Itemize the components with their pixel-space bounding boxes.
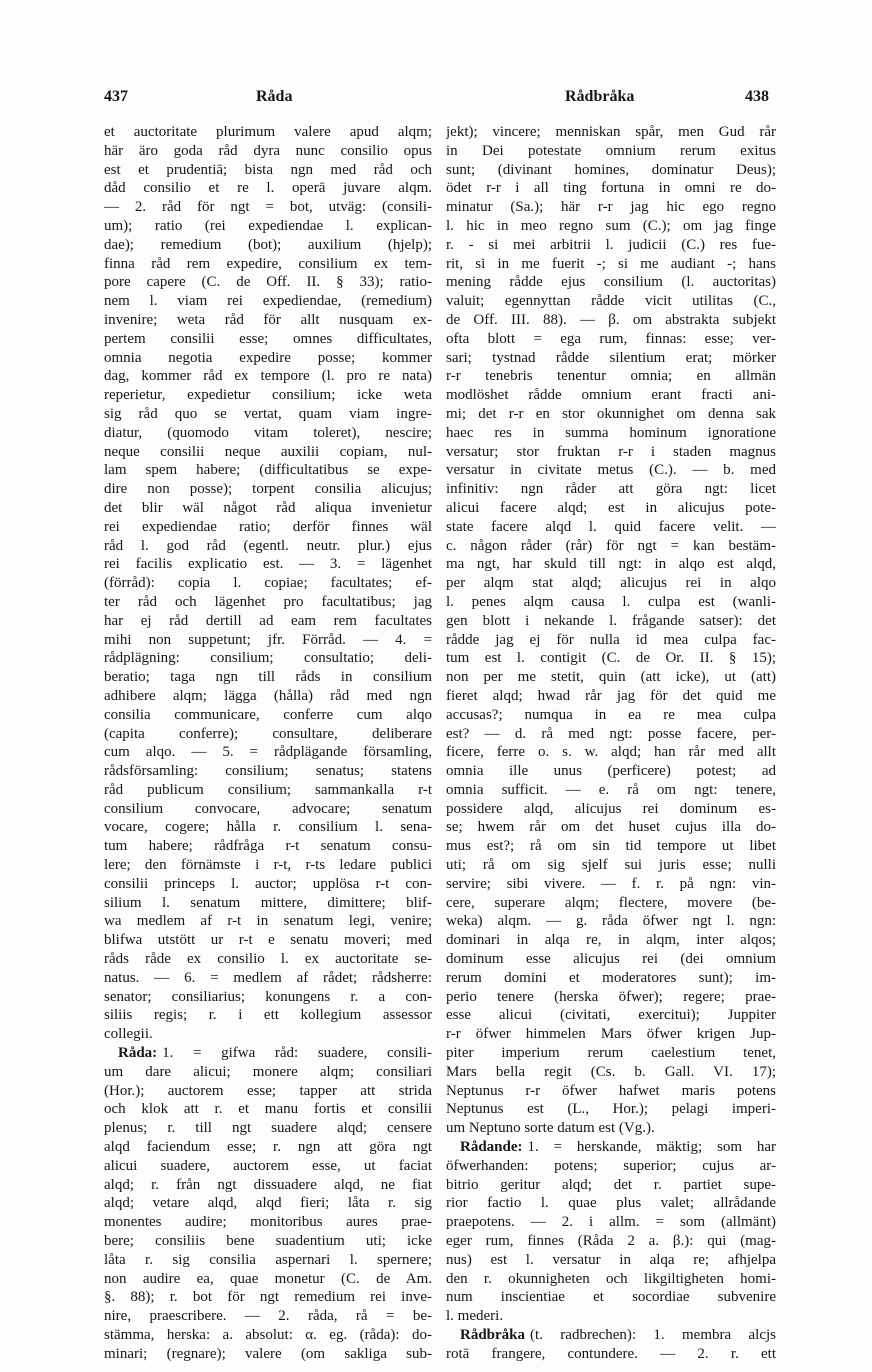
text-line: nem l. viam rei expediendae, (remedium) [104, 293, 432, 310]
text-line: Neptunus r-r öfwer hafwet maris potens [446, 1082, 776, 1099]
text-line: dag, kommer råd ex tempore (l. pro re nata) [104, 368, 432, 385]
text-line: rådde jag ej för nulla id mea culpa fac- [446, 631, 776, 648]
text-line: här äro goda råd dyra nunc consilio opus [104, 142, 432, 159]
text-line: råds råde ex consilio l. ex auctoritate se- [104, 951, 432, 968]
text-line: consilia communicare, conferre cum alqo [104, 706, 432, 723]
text-line: ma ngt, har skuld till ngt: in alqo est alqd, [446, 556, 776, 573]
text-line: omnia sufficit. — e. rå om ngt: tenere, [446, 781, 776, 798]
text-line: um Neptuno sorte datum est (Vg.). [446, 1120, 655, 1137]
text-line: stämma, herska: a. absolut: α. eg. (råda): do- [104, 1327, 432, 1343]
entry-text: 1. = gifwa råd: suadere, consili- [162, 1045, 432, 1062]
text-line: bitrio geritur alqd; det r. partiet supe- [446, 1176, 776, 1193]
text-line: beratio; taga ngn till råds in consilium [104, 669, 432, 686]
text-line: consilium convocare, advocare; senatum [104, 800, 432, 817]
text-line: minatur (Sa.); här r-r jag hic ego regno [446, 199, 776, 216]
text-line: l. hic in meo regno sum (C.); om jag finge [446, 217, 776, 234]
headword: Rådbråka [460, 1327, 526, 1343]
text-line: modlöshet rådde omnium erant fracti ani- [446, 387, 776, 404]
text-line: r. - si mei arbitrii l. judicii (C.) res fue- [446, 236, 776, 253]
text-line: mihi non suppetunt; jfr. Förråd. — 4. = [104, 631, 432, 648]
text-line: siliis regis; r. i ett kollegium assessor [104, 1007, 432, 1024]
text-line: blifwa utstött ur r-t e senatu moveri; med [104, 932, 432, 949]
headword: Råda: [118, 1045, 158, 1062]
text-line: um); ratio (rei expediendae l. explican- [104, 217, 432, 234]
text-line: alqd; r. från ngt dissuadere alqd, ne fiat [104, 1176, 432, 1193]
text-line: haec res in summa hominum ignoratione [446, 424, 776, 441]
text-line: dominari in alqa re, in alqm, inter alqos; [446, 932, 776, 949]
text-line: rit, si in me fuerit -; si me audiant -; hans [446, 255, 776, 272]
text-line: r-r tenebris tenentur omnia; en allmän [446, 368, 776, 385]
text-line: piter imperium rerum caelestium tenet, [446, 1045, 776, 1062]
text-line: sig råd quo se vertat, quam viam ingre- [104, 405, 432, 422]
text-line: state facere alqd l. quid facere velit. — [446, 518, 776, 535]
text-line: dominum esse alicujus rei (dei omnium [446, 951, 776, 968]
text-line: har ej råd dertill ad eam rem facultates [104, 612, 432, 629]
text-line: (capita conferre); consultare, deliberare [104, 725, 432, 742]
text-line: non audire ea, quae monetur (C. de Am. [104, 1270, 432, 1287]
text-line: possidere alqd, alicujus rei dominum es- [446, 800, 776, 817]
text-line: non per me stetit, quin (att icke), ut (att) [446, 669, 776, 686]
text-line: diatur, (quomodo vitam toleret), nescire; [104, 424, 432, 441]
text-line: öfwerhanden: potens; superior; cujus ar- [446, 1157, 776, 1174]
text-line: se; hwem rår om det huset cujus illa do- [446, 819, 776, 836]
text-line: et auctoritate plurimum valere apud alqm; [104, 124, 432, 140]
text-line: pertem consilii esse; omnes difficultates, [104, 330, 432, 347]
text-line: rior factio l. quae plus valet; allrådande [446, 1195, 776, 1212]
text-line: per alqm stat alqd; alicujus rei in alqo [446, 575, 776, 592]
text-line: mi; det r-r en stor okunnighet om denna sak [446, 405, 776, 422]
text-line: nus) est l. versatur in alqa re; afhjelpa [446, 1251, 776, 1268]
text-line: låta r. sig consilia aspernari l. spernere; [104, 1251, 432, 1268]
guide-word-left: Råda [256, 88, 293, 105]
text-line: Neptunus est (L., Hor.); pelagi imperi- [446, 1101, 776, 1118]
text-line: rådplägning: consilium; consultatio; deli- [104, 650, 432, 667]
text-line: versatur in civitate metus (C.). — b. med [446, 462, 776, 479]
text-line: tum est l. contigit (C. de Or. II. § 15); [446, 650, 776, 667]
text-line: mening rådde ejus consilium (l. auctoritas) [446, 274, 776, 291]
text-line: fieret alqd; hwad rår jag för det quid me [446, 687, 776, 704]
text-line: dåd consilio et re l. operā juvare alqm. [104, 180, 432, 197]
text-line: esse alicui (civitati, exercitui); Juppiter [446, 1007, 776, 1024]
text-line: accusas?; numqua in ea re mea culpa [446, 706, 776, 723]
text-line: finna råd rem expedire, consilium ex tem- [104, 255, 432, 272]
text-line: senator; consiliarius; konungens r. a con- [104, 988, 432, 1005]
text-line: rotā frangere, contundere. — 2. r. ett [446, 1345, 776, 1362]
text-line: gen blott i nekande l. frågande satser): det [446, 612, 776, 629]
text-line: consilii princeps l. auctor; upplösa r-t con- [104, 875, 432, 892]
entry-text: (t. radbrechen): 1. membra alcjs [530, 1327, 776, 1343]
text-line: sari; tystnad rådde silentium erat; mörker [446, 349, 776, 366]
text-line: neque consilii neque auxilii copiam, nul- [104, 443, 432, 460]
text-line: monentes audire; monitoribus aures prae- [104, 1214, 432, 1231]
text-line: ödet r-r i all ting fortuna in omni re do- [446, 180, 776, 197]
text-line: perio tenere (herska öfwer); regere; prae- [446, 988, 776, 1005]
text-line: collegii. [104, 1026, 153, 1043]
text-line: plenus; r. till ngt suadere alqd; censere [104, 1120, 432, 1137]
text-line: minari; (regnare); valere (om sakliga sub- [104, 1345, 432, 1362]
text-line: och klok att r. et manu fortis et consilii [104, 1101, 432, 1118]
page-number-left: 437 [104, 88, 128, 105]
text-line: nire, praescribere. — 2. råda, rå = be- [104, 1308, 432, 1325]
left-column [104, 123, 432, 1368]
text-line: eger rum, finnes (Råda 2 a. β.): qui (mag- [446, 1233, 776, 1250]
text-line: ficere, ferre o. s. w. alqd; han rår med allt [446, 744, 776, 761]
text-line: adhibere alqm; lägga (hålla) råd med ngn [104, 687, 432, 704]
text-line: lam spem habere; (difficultatibus se expe- [104, 462, 432, 479]
text-line: Mars bella regit (Cs. b. Gall. VI. 17); [446, 1063, 776, 1080]
text-line: praepotens. — 2. i allm. = som (allmänt) [446, 1214, 776, 1231]
text-line: rådsförsamling: consilium; senatus; statens [104, 763, 432, 780]
text-line: l. penes alqm causa l. culpa est (wanli- [446, 593, 776, 610]
text-line: lere; den förnämste i r-t, r-ts ledare publici [104, 857, 432, 874]
text-line [446, 1326, 776, 1345]
text-line: alicui suadere, auctorem esse, ut faciat [104, 1157, 432, 1174]
text-line: alicui facere alqd; est in alicujus pote- [446, 499, 776, 516]
text-line: servire; sibi vivere. — f. r. på ngn: vin- [446, 875, 776, 892]
text-line: det blir wäl något råd aliqua invenietur [104, 499, 432, 516]
text-line: um dare alicui; monere alqm; consiliari [104, 1063, 432, 1080]
text-line: est? — d. rå med ngt: posse facere, per- [446, 725, 776, 742]
text-line: reperietur, expedietur consilium; icke weta [104, 387, 432, 404]
text-line: råd l. god råd (egentl. neutr. plur.) ejus [104, 537, 432, 554]
text-line [446, 1138, 776, 1157]
text-line: (Hor.); auctorem esse; tapper att strida [104, 1082, 432, 1099]
page-number-right: 438 [745, 88, 769, 105]
text-line: est et prudentiā; bista ngn med råd och [104, 161, 432, 178]
text-line: råd publicum consilium; sammankalla r-t [104, 781, 432, 798]
text-line: bere; consiliis bene suadentium uti; icke [104, 1233, 432, 1250]
text-line: pore capere (C. de Off. II. § 33); ratio- [104, 274, 432, 291]
text-line: uti; rå om sig sjelf sui juris esse; nulli [446, 857, 776, 874]
text-line: cere, superare alqm; flectere, movere (be- [446, 894, 776, 911]
text-line: — 2. råd för ngt = bot, utväg: (consili- [104, 199, 432, 216]
text-line: wa medlem af r-t in senatum legi, venire; [104, 913, 432, 930]
text-line: valuit; egennyttan rådde vicit utilitas (C., [446, 293, 776, 310]
text-line: silium l. senatum mittere, dimittere; blif- [104, 894, 432, 911]
text-line: vocare, cogere; hålla r. consilium l. sena- [104, 819, 432, 836]
text-line: dire non posse); torpent consilia alicujus; [104, 481, 432, 498]
text-line: dae); remedium (bot); auxilium (hjelp); [104, 236, 432, 253]
text-line: alqd; vetare alqd, alqd fieri; låta r. sig [104, 1195, 432, 1212]
text-line: rerum domini et moderatores sunt); im- [446, 969, 776, 986]
text-line: num inscientiae et socordiae subvenire [446, 1289, 776, 1306]
text-line: natus. — 6. = medlem af rådet; rådsherre: [104, 969, 432, 986]
guide-word-right: Rådbråka [565, 88, 635, 105]
text-line: den r. okunnigheten och likgiltigheten homi- [446, 1270, 776, 1287]
text-line: jekt); vincere; menniskan spår, men Gud rår [446, 124, 776, 140]
text-line: ter råd och lägenhet pro facultatibus; jag [104, 593, 432, 610]
entry-text: 1. = herskande, mäktig; som har [527, 1139, 776, 1156]
text-line: in Dei potestate omnium rerum exitus [446, 142, 776, 159]
text-line: r-r öfwer himmelen Mars öfwer krigen Jup- [446, 1026, 776, 1043]
text-line: alqd faciendum esse; r. ngn att göra ngt [104, 1139, 432, 1156]
text-line: tum habere; rådfråga r-t senatum consu- [104, 838, 432, 855]
text-line: invenire; weta råd för allt nusquam ex- [104, 311, 432, 328]
text-line: omnia negotia expedire posse; kommer [104, 349, 432, 366]
text-line: infinitiv: ngn råder att göra ngt: licet [446, 481, 776, 498]
text-line: de Off. III. 88). — β. om abstrakta subjekt [446, 311, 776, 328]
text-line: rei expediendae ratio; derför finnes wäl [104, 518, 432, 535]
text-line: omnia ille unus (perficere) potest; ad [446, 763, 776, 780]
text-line: l. mederi. [446, 1308, 504, 1325]
text-line: ofta blott = ega rum, finnas: esse; ver- [446, 330, 776, 347]
text-line [104, 1044, 432, 1063]
text-line: mus est?; rå om sin tid tempore ut libet [446, 838, 776, 855]
text-line: cum alqo. — 5. = rådplägande församling, [104, 744, 432, 761]
text-line: (förråd): copia l. copiae; facultates; ef- [104, 575, 432, 592]
right-column [446, 123, 776, 1368]
text-line: versatur; stor fruktan r-r i staden magnus [446, 443, 776, 460]
headword: Rådande: [460, 1139, 523, 1156]
text-line: weka) alqm. — g. råda öfwer ngt l. ngn: [446, 913, 776, 930]
text-line: rei facilis explicatio est. — 3. = lägenhet [104, 556, 432, 573]
text-line: c. någon råder (rår) för ngt = kan bestäm- [446, 537, 776, 554]
text-line: sunt; (divinant homines, dominatur Deus); [446, 161, 776, 178]
text-line: §. 88); r. bot för ngt remedium rei inve- [104, 1289, 432, 1306]
